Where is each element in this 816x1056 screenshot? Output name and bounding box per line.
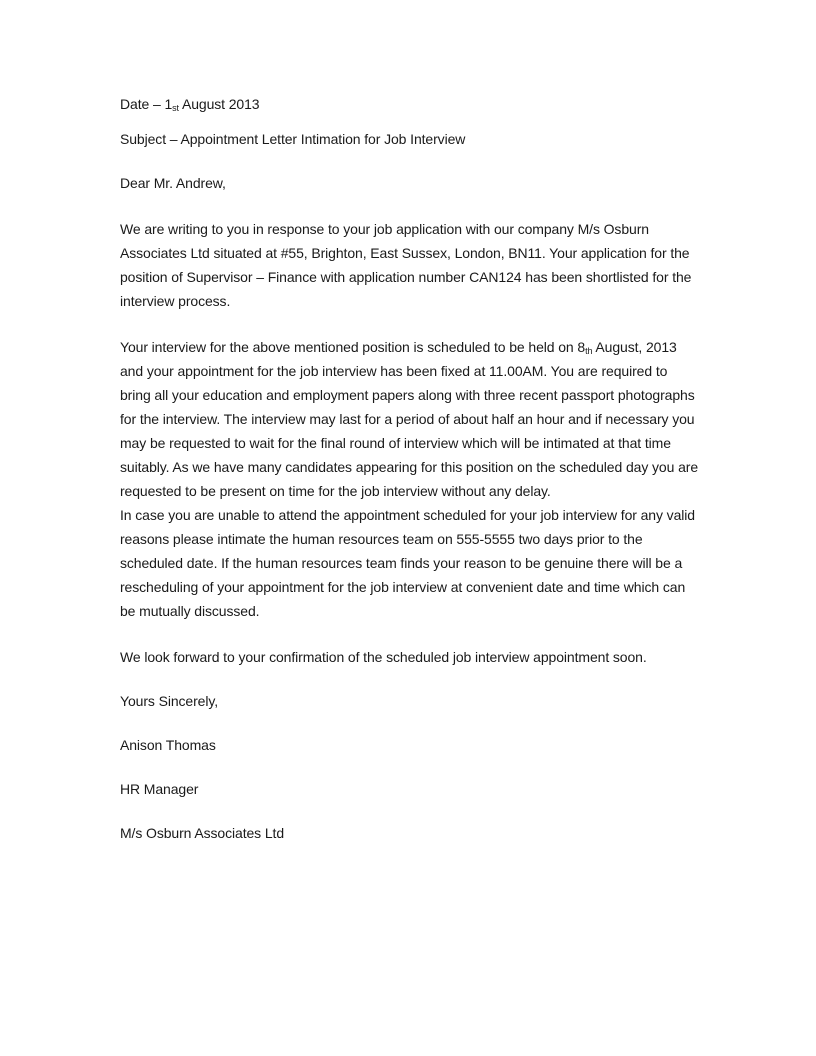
letter-date: [120, 94, 700, 114]
date-ordinal: st: [172, 103, 179, 113]
letter-salutation: Dear Mr. Andrew,: [120, 175, 226, 191]
signer-name: Anison Thomas: [120, 737, 216, 753]
interview-date-ordinal: th: [585, 346, 593, 356]
paragraph-rescheduling: In case you are unable to attend the appointment scheduled for your job interview for any valid reasons please intimate the human resources team on 555-5555 two days prior to the scheduled date. If the human resources team finds your reason to be genuine there will be a rescheduling of your appointment for the job interview at convenient date and time which can be mutually discussed.: [120, 507, 695, 619]
date-suffix: August 2013: [178, 96, 260, 112]
paragraph-application: We are writing to you in response to your job application with our company M/s Osburn Associates Ltd situated at #55, Brighton, East Sussex, London, BN11. Your application for the position of Supervisor – Finance with application number CAN124 has been shortlisted for the interview process.: [120, 221, 692, 309]
letter-body: [120, 94, 700, 843]
letter-closing: Yours Sincerely,: [120, 693, 219, 709]
date-prefix: Date – 1: [120, 96, 173, 112]
interview-details-prefix: Your interview for the above mentioned position is scheduled to be held on 8: [120, 339, 586, 355]
signer-company: M/s Osburn Associates Ltd: [120, 825, 285, 841]
signer-title: HR Manager: [120, 781, 199, 797]
interview-details-suffix: August, 2013 and your appointment for the job interview has been fixed at 11.00AM. You are required to bring all your education and employment papers along with three recent passport photographs for the interview. The interview may last for a period of about half an hour and if necessary you may be requested to wait for the final round of interview which will be intimated at that time suitably. As we have many candidates appearing for this position on the scheduled day you are requested to be present on time for the job interview without any delay.: [120, 339, 699, 499]
paragraph-interview-details: [120, 335, 700, 503]
letter-subject: Subject – Appointment Letter Intimation for Job Interview: [120, 131, 466, 147]
paragraph-confirmation: We look forward to your confirmation of the scheduled job interview appointment soon.: [120, 649, 647, 665]
